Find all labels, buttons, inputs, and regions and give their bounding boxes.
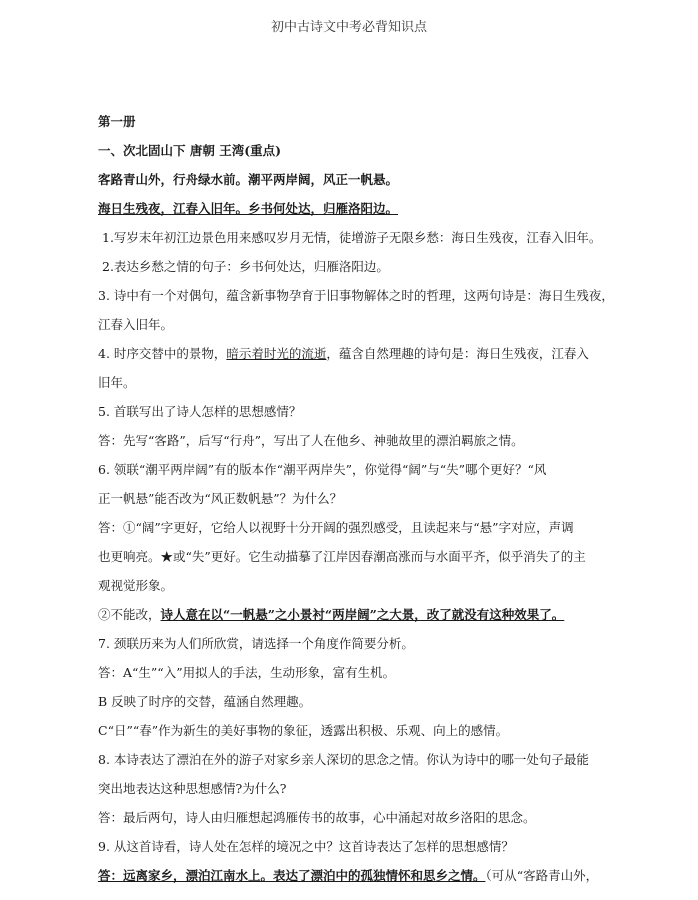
answer-6-line-4 xyxy=(98,600,620,629)
question-6-line-1: 6. 领联“潮平两岸阔”有的版本作“潮平两岸失”，你觉得“阔”与“失”哪个更好？“风 xyxy=(98,462,547,477)
question-6-line-2: 正一帆悬”能否改为“风正数帆悬”？为什么？ xyxy=(98,491,343,506)
question-8-line-1: 8. 本诗表达了漂泊在外的游子对家乡亲人深切的思念之情。你认为诗中的哪一处句子最能 xyxy=(98,752,589,767)
answer-5: 答：先写“客路”，后写“行舟”，写出了人在他乡、神驰故里的漂泊羁旅之情。 xyxy=(98,433,524,448)
question-3-line-2: 江春入旧年。 xyxy=(98,317,174,332)
page-header-title: 初中古诗文中考必背知识点 xyxy=(270,20,427,35)
book-title: 第一册 xyxy=(98,114,136,129)
answer-6-line-1: 答：①“阔”字更好，它给人以视野十分开阔的强烈感受，且读起来与“悬”字对应，声调 xyxy=(98,520,574,535)
question-8-line-2: 突出地表达这种思想感情?为什么? xyxy=(98,781,287,796)
document-body xyxy=(98,107,620,890)
question-4-suffix: ，蕴含自然理趣的诗句是：海日生残夜，江春入 xyxy=(326,346,589,361)
answer-9 xyxy=(98,861,620,890)
question-1: 1.写岁末年初江边景色用来感叹岁月无情，徒增游子无限乡愁：海日生残夜，江春入旧年。 xyxy=(102,230,602,245)
question-7: 7. 颈联历来为人们所欣赏，请选择一个角度作简要分析。 xyxy=(98,636,414,651)
question-4-line-1 xyxy=(98,339,620,368)
question-4-prefix: 4. 时序交替中的景物， xyxy=(98,346,227,361)
answer-7-c: C“日”“春”作为新生的美好事物的象征，透露出积极、乐观、向上的感情。 xyxy=(98,723,509,738)
poem-line-1: 客路青山外，行舟绿水前。潮平两岸阔，风正一帆悬。 xyxy=(98,172,399,187)
question-4-line-2: 旧年。 xyxy=(98,375,136,390)
answer-7-a: 答：A“生”“入”用拟人的手法，生动形象，富有生机。 xyxy=(98,665,396,680)
answer-9-suffix: （可从“客路青山外， xyxy=(485,868,599,883)
question-5: 5. 首联写出了诗人怎样的思想感情？ xyxy=(98,404,302,419)
question-2: 2.表达乡愁之情的句子：乡书何处达，归雁洛阳边。 xyxy=(102,259,389,274)
answer-6-prefix: ②不能改， xyxy=(98,607,161,622)
answer-6-underlined: 诗人意在以“一帆悬”之小景衬“两岸阔”之大景，改了就没有这种效果了。 xyxy=(160,607,565,622)
answer-6-line-3: 观视觉形象。 xyxy=(98,578,174,593)
poem-line-2: 海日生残夜，江春入旧年。乡书何处达，归雁洛阳边。 xyxy=(98,201,399,216)
answer-9-underlined: 答：远离家乡，漂泊江南水上。表达了漂泊中的孤独情怀和思乡之情。 xyxy=(98,868,486,883)
answer-6-line-2: 也更响亮。★或“失”更好。它生动描摹了江岸因春潮高涨而与水面平齐，似乎消失了的主 xyxy=(98,549,586,564)
poem-heading: 一、次北固山下 唐朝 王湾(重点) xyxy=(98,143,282,158)
question-4-underlined: 暗示着时光的流逝 xyxy=(226,346,327,361)
question-9: 9. 从这首诗看，诗人处在怎样的境况之中？这首诗表达了怎样的思想感情？ xyxy=(98,839,514,854)
answer-7-b: B 反映了时序的交替，蕴涵自然理趣。 xyxy=(98,694,312,709)
question-3-line-1: 3. 诗中有一个对偶句，蕴含新事物孕育于旧事物解体之时的哲理，这两句诗是：海日生残夜， xyxy=(98,288,614,303)
answer-8: 答：最后两句，诗人由归雁想起鸿雁传书的故事，心中涌起对故乡洛阳的思念。 xyxy=(98,810,536,825)
